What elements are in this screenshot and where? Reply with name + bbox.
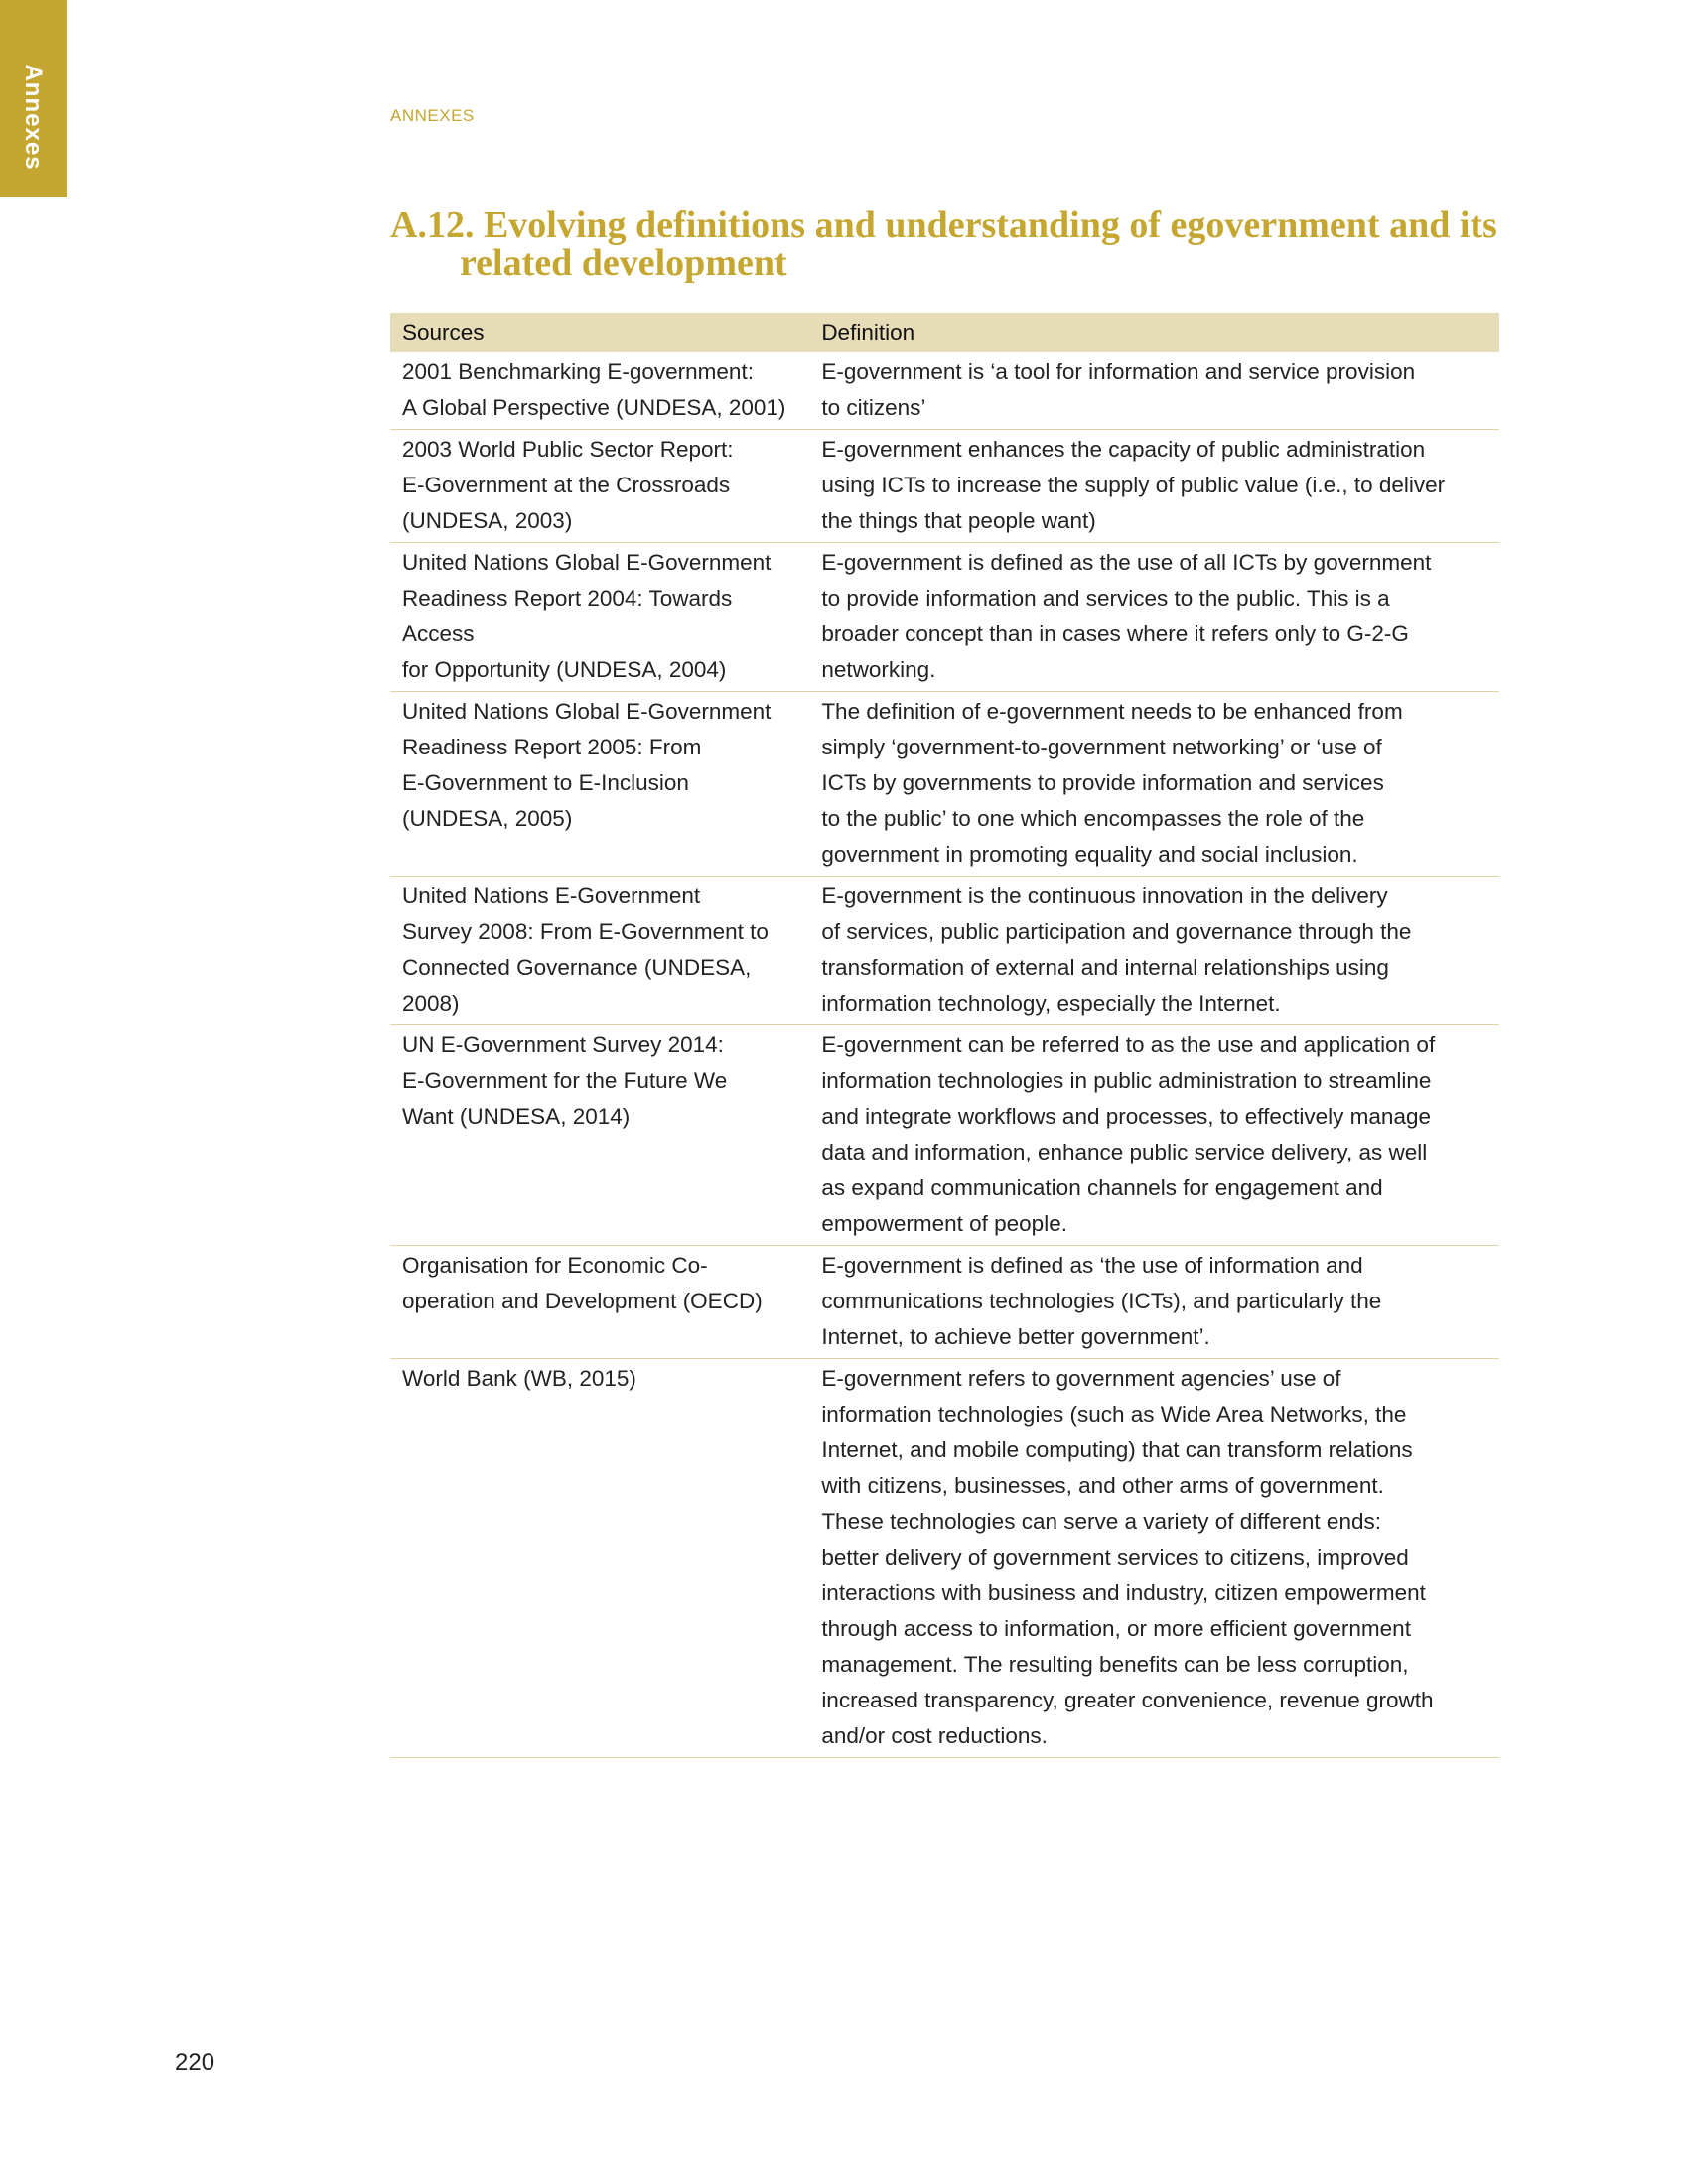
source-cell: World Bank (WB, 2015) xyxy=(390,1359,809,1758)
definition-cell: E-government can be referred to as the use and application of information technologies in public administration to streamline and integrate workflows and processes, to effectively manage data and information, enhance public service delivery, as well as expand communication channels for engagement and empowerment of people. xyxy=(809,1025,1499,1246)
table-row xyxy=(390,430,1499,543)
table-row xyxy=(390,352,1499,430)
definition-cell: E-government is defined as the use of all ICTs by government to provide information and services to the public. This is a broader concept than in cases where it refers only to G-2-G networking. xyxy=(809,543,1499,692)
table-row xyxy=(390,543,1499,692)
table-row xyxy=(390,692,1499,877)
sources-column-header: Sources xyxy=(390,313,809,352)
source-cell: 2003 World Public Sector Report: E-Government at the Crossroads (UNDESA, 2003) xyxy=(390,430,809,543)
definition-column-header: Definition xyxy=(809,313,1499,352)
running-header: ANNEXES xyxy=(390,106,475,125)
source-cell: United Nations Global E-Government Readiness Report 2004: Towards Access for Opportunity (UNDESA, 2004) xyxy=(390,543,809,692)
table-row xyxy=(390,1025,1499,1246)
definition-cell: The definition of e-government needs to be enhanced from simply ‘government-to-government networking’ or ‘use of ICTs by governments to provide information and services to the public’ to one which encompasses the role of the government in promoting equality and social inclusion. xyxy=(809,692,1499,877)
source-cell: United Nations Global E-Government Readiness Report 2005: From E-Government to E-Inclusion (UNDESA, 2005) xyxy=(390,692,809,877)
source-cell: United Nations E-Government Survey 2008: From E-Government to Connected Governance (UNDESA, 2008) xyxy=(390,877,809,1025)
definitions-table xyxy=(390,313,1499,1758)
table-row xyxy=(390,1246,1499,1359)
definition-cell: E-government is defined as ‘the use of information and communications technologies (ICTs), and particularly the Internet, to achieve better government’. xyxy=(809,1246,1499,1359)
section-title-line-1: A.12. Evolving definitions and understanding of egovernment and its xyxy=(390,205,1497,246)
table-row xyxy=(390,877,1499,1025)
definition-cell: E-government is ‘a tool for information and service provision to citizens’ xyxy=(809,352,1499,430)
definition-cell: E-government refers to government agencies’ use of information technologies (such as Wide Area Networks, the Internet, and mobile computing) that can transform relations with citizens, businesses, and other arms of government. These technologies can serve a variety of different ends: better delivery of government services to citizens, improved interactions with business and industry, citizen empowerment through access to information, or more efficient government management. The resulting benefits can be less corruption, increased transparency, greater convenience, revenue growth and/or cost reductions. xyxy=(809,1359,1499,1758)
table-header-row xyxy=(390,313,1499,352)
definition-cell: E-government is the continuous innovation in the delivery of services, public participation and governance through the transformation of external and internal relationships using information technology, especially the Internet. xyxy=(809,877,1499,1025)
source-cell: Organisation for Economic Co- operation and Development (OECD) xyxy=(390,1246,809,1359)
table-row xyxy=(390,1359,1499,1758)
definition-cell: E-government enhances the capacity of public administration using ICTs to increase the supply of public value (i.e., to deliver the things that people want) xyxy=(809,430,1499,543)
section-title-line-2: related development xyxy=(460,242,787,284)
source-cell: 2001 Benchmarking E-government: A Global Perspective (UNDESA, 2001) xyxy=(390,352,809,430)
page-number: 220 xyxy=(175,2049,215,2076)
annexes-side-tab xyxy=(0,0,67,197)
section-title xyxy=(390,206,1512,282)
source-cell: UN E-Government Survey 2014: E-Government for the Future We Want (UNDESA, 2014) xyxy=(390,1025,809,1246)
side-tab-label: Annexes xyxy=(20,64,47,171)
